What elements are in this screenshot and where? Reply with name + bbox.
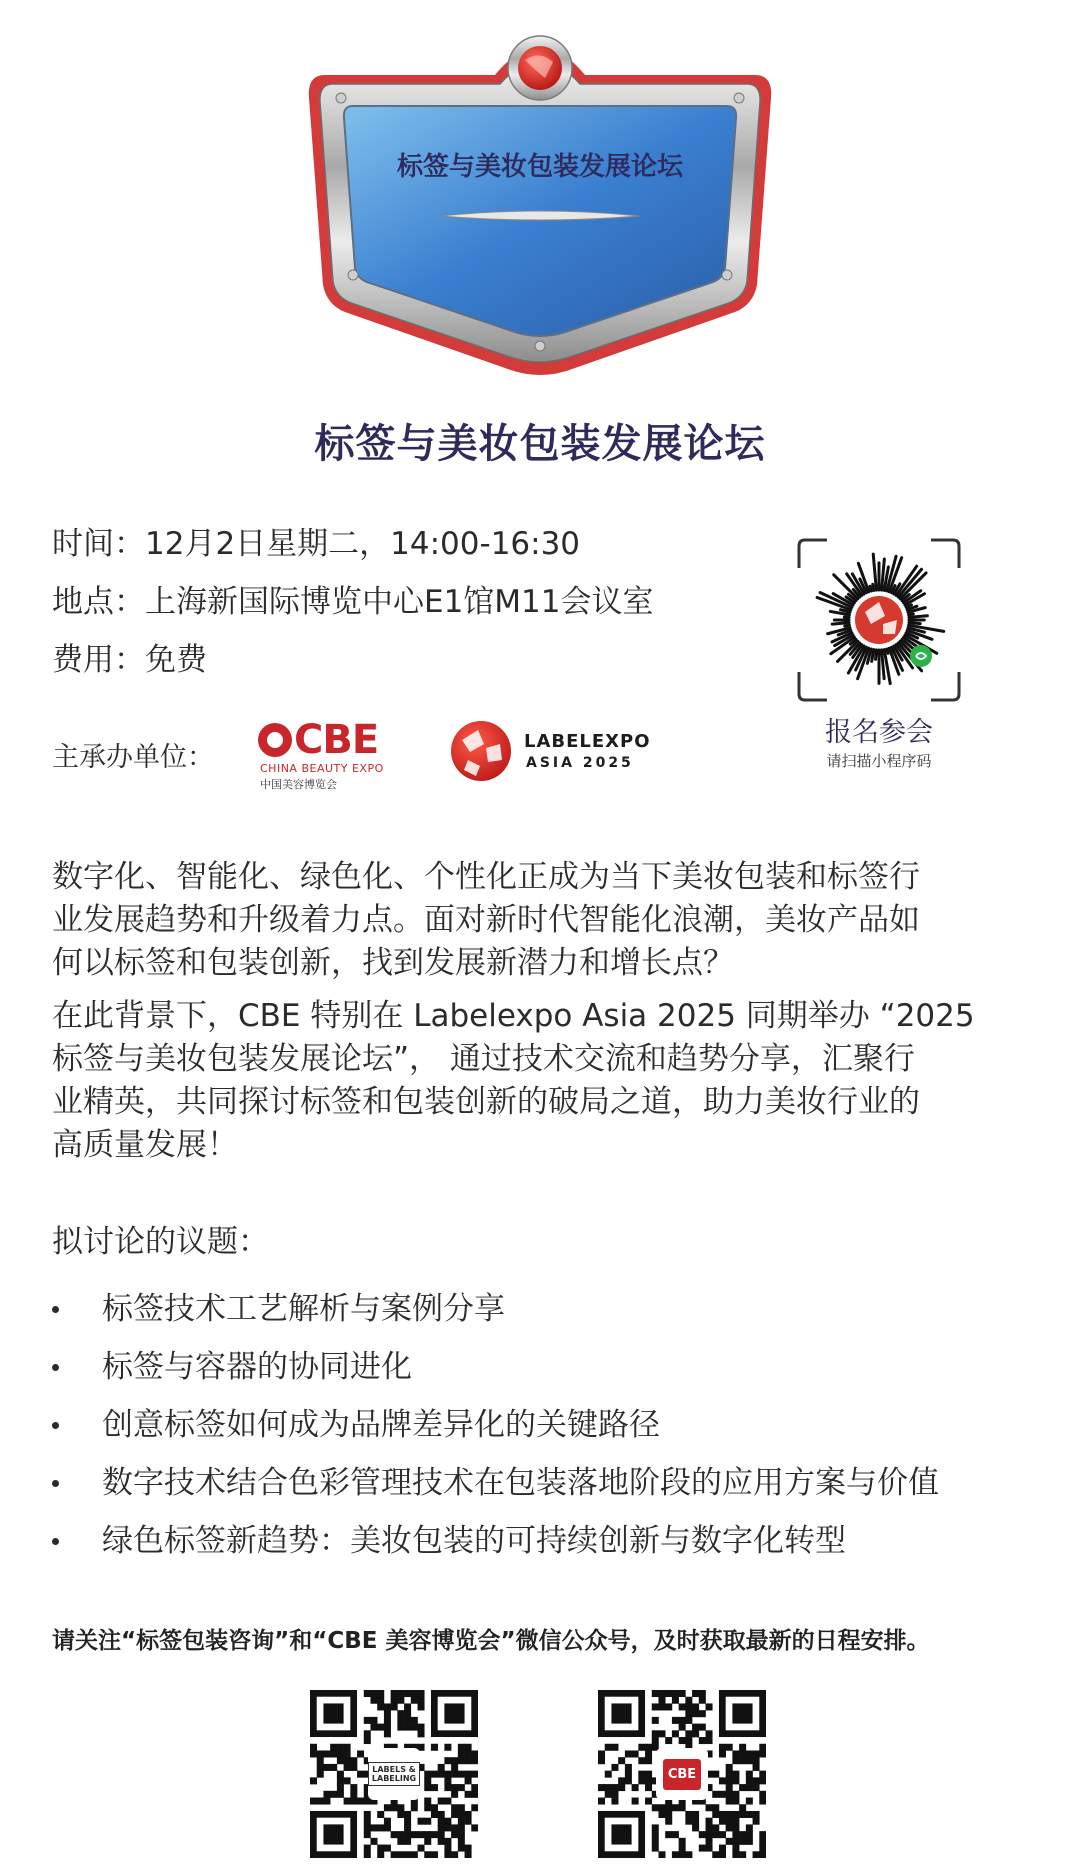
topic-text: 创意标签如何成为品牌差异化的关键路径 <box>102 1407 660 1443</box>
qr-code-cbe[interactable] <box>598 1690 766 1858</box>
labelexpo-name: LABELEXPO <box>524 731 651 752</box>
bullet-icon <box>52 1306 59 1313</box>
topic-item <box>52 1338 1042 1396</box>
follow-notice: 请关注“标签包装咨询”和“CBE 美容博览会”微信公众号，及时获取最新的日程安排。 <box>52 1628 930 1654</box>
badge-title: 标签与美妆包装发展论坛 <box>396 152 684 182</box>
cbe-logo-english: CHINA BEAUTY EXPO <box>260 762 384 775</box>
qr-center-logo <box>656 1748 708 1800</box>
cbe-ring-icon <box>258 723 292 757</box>
topic-text: 标签与容器的协同进化 <box>102 1349 412 1385</box>
bullet-icon <box>52 1538 59 1545</box>
cbe-logo-mark: CBE <box>294 717 379 763</box>
cbe-logo <box>258 718 388 790</box>
cbe-qr-mark: CBE <box>663 1759 701 1790</box>
qr-code-labels-labeling[interactable] <box>310 1690 478 1858</box>
topics-list <box>52 1280 1042 1570</box>
topic-item <box>52 1280 1042 1338</box>
register-subtitle: 请扫描小程序码 <box>826 752 932 770</box>
topics-heading: 拟讨论的议题： <box>52 1224 269 1260</box>
topic-text: 数字技术结合色彩管理技术在包装落地阶段的应用方案与价值 <box>102 1465 939 1501</box>
background-line: 在此背景下，CBE 特别在 Labelexpo Asia 2025 同期举办 “2025 <box>52 998 975 1034</box>
labels-logo-line1: LABELS & <box>372 1765 416 1774</box>
labels-logo-line2: LABELING <box>371 1774 417 1783</box>
intro-line: 何以标签和包装创新，找到发展新潜力和增长点？ <box>52 945 734 981</box>
mini-program-code[interactable] <box>797 538 961 702</box>
topic-item <box>52 1454 1042 1512</box>
labelexpo-ball-icon <box>448 718 514 784</box>
forum-badge <box>295 20 785 390</box>
cbe-logo-chinese: 中国美容博览会 <box>260 778 337 791</box>
intro-paragraph <box>52 856 1036 985</box>
register-title[interactable]: 报名参会 <box>825 717 933 748</box>
event-location: 地点：上海新国际博览中心E1馆M11会议室 <box>52 584 654 620</box>
bullet-icon <box>52 1422 59 1429</box>
page-title: 标签与美妆包装发展论坛 <box>314 421 766 467</box>
background-line: 高质量发展！ <box>52 1127 238 1163</box>
intro-line: 业发展趋势和升级着力点。面对新时代智能化浪潮，美妆产品如 <box>52 902 920 938</box>
labelexpo-sub: ASIA 2025 <box>526 755 634 771</box>
topic-text: 绿色标签新趋势：美妆包装的可持续创新与数字化转型 <box>102 1523 846 1559</box>
topic-item <box>52 1512 1042 1570</box>
event-fee: 费用：免费 <box>52 642 207 678</box>
background-line: 业精英，共同探讨标签和包装创新的破局之道，助力美妆行业的 <box>52 1084 920 1120</box>
event-time: 时间：12月2日星期二，14:00-16:30 <box>52 526 581 562</box>
qr-center-logo <box>368 1748 420 1800</box>
topic-item <box>52 1396 1042 1454</box>
bullet-icon <box>52 1364 59 1371</box>
background-paragraph <box>52 995 1036 1167</box>
intro-line: 数字化、智能化、绿色化、个性化正成为当下美妆包装和标签行 <box>52 859 920 895</box>
background-line: 标签与美妆包装发展论坛”， 通过技术交流和趋势分享，汇聚行 <box>52 1041 915 1077</box>
host-label: 主承办单位： <box>52 742 214 773</box>
bullet-icon <box>52 1480 59 1487</box>
topic-text: 标签技术工艺解析与案例分享 <box>102 1291 505 1327</box>
